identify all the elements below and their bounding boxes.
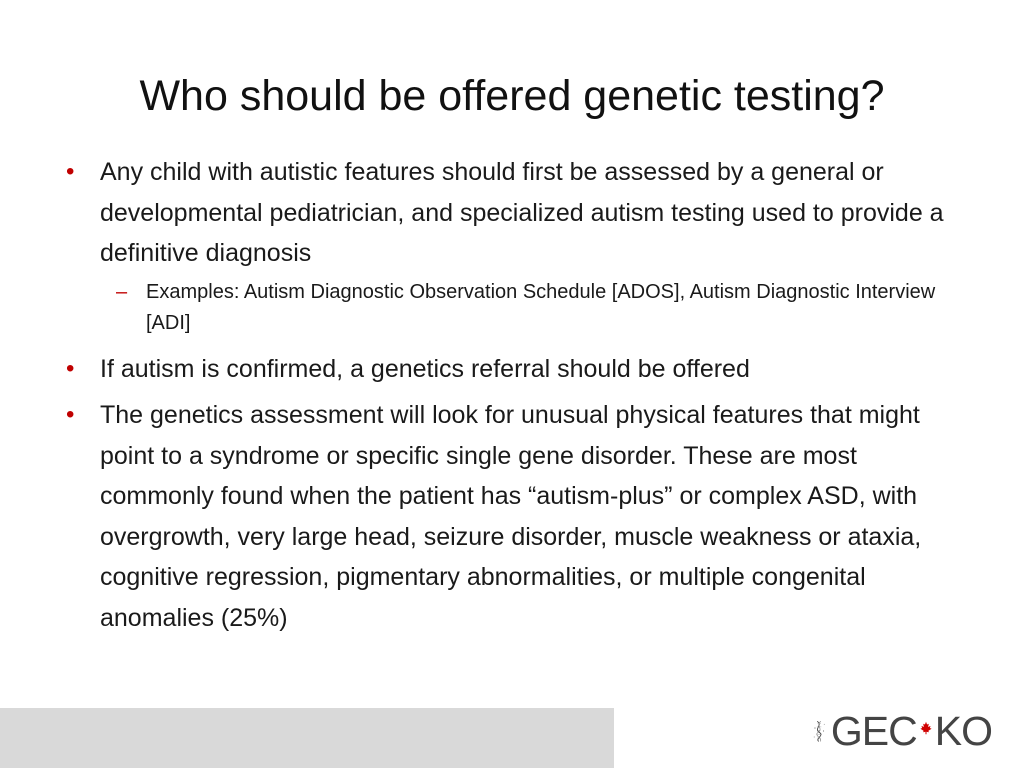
logo-wordmark xyxy=(831,708,992,755)
bullet-item xyxy=(62,152,972,274)
logo-text-left: GEC xyxy=(830,707,917,754)
sub-bullet-item xyxy=(62,277,972,339)
bullet-text: If autism is confirmed, a genetics referral should be offered xyxy=(100,354,750,383)
maple-leaf-icon xyxy=(919,721,933,735)
slide-content xyxy=(62,152,972,638)
bullet-marker: • xyxy=(66,401,75,428)
footer-bar xyxy=(0,708,614,768)
dna-helix-logo-icon xyxy=(812,701,827,761)
sub-bullet-marker: – xyxy=(116,280,128,303)
bullet-text: The genetics assessment will look for unusual physical features that might point to a syndrome or specific single gene disorder. These are most commonly found when the patient has “autism-plus” or complex ASD, with overgrowth, very large head, seizure disorder, muscle weakness or ataxia, cognitive regression, pigmentary abnormalities, or multiple congenital anomalies (25%) xyxy=(100,401,922,632)
bullet-item xyxy=(62,349,972,390)
bullet-item xyxy=(62,395,972,638)
bullet-marker: • xyxy=(66,354,75,382)
slide-title: Who should be offered genetic testing? xyxy=(139,72,885,120)
bullet-marker: • xyxy=(66,158,75,185)
logo-text-right: KO xyxy=(934,707,992,754)
bullet-text: Any child with autistic features should first be assessed by a general or developmental pediatrician, and specialized autism testing used to provide a definitive diagnosis xyxy=(100,158,944,267)
sub-bullet-text: Examples: Autism Diagnostic Observation Schedule [ADOS], Autism Diagnostic Interview [ADI] xyxy=(146,280,936,334)
geco-logo xyxy=(812,700,992,762)
